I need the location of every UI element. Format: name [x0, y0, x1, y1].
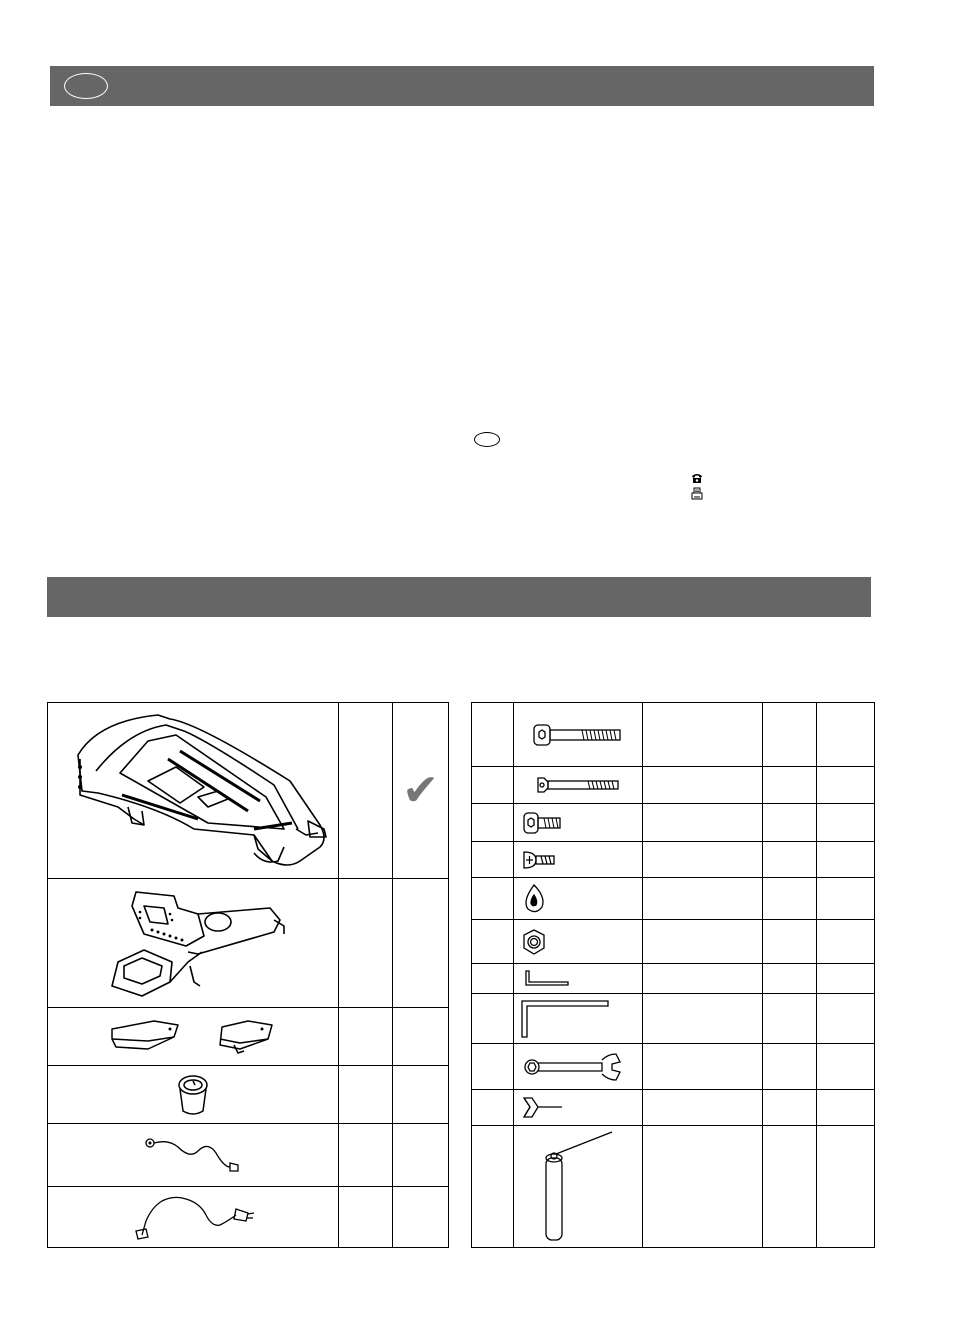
- treadmill-base-illustration: [58, 711, 328, 871]
- table-row: [472, 804, 875, 842]
- table-row: [48, 1008, 449, 1066]
- part-image-cell: [514, 703, 643, 767]
- telephone-icon: [690, 471, 704, 485]
- table-row: [472, 878, 875, 920]
- part-number-cell: [472, 804, 514, 842]
- part-check-cell: [817, 1126, 875, 1248]
- table-row: [472, 1090, 875, 1126]
- part-image-cell: [48, 1066, 339, 1124]
- part-description-cell: [643, 1090, 763, 1126]
- phillips-screw-illustration: [516, 849, 640, 871]
- part-description-cell: [643, 1044, 763, 1090]
- table-row: [472, 1044, 875, 1090]
- part-image-cell: [48, 1008, 339, 1066]
- long-hex-bolt-illustration: [532, 723, 624, 747]
- part-check-cell: [817, 994, 875, 1044]
- table-row: [472, 1126, 875, 1248]
- part-check-cell: [393, 879, 449, 1008]
- part-number-cell: [472, 842, 514, 878]
- part-check-cell: [817, 842, 875, 878]
- part-qty-cell: [763, 767, 817, 804]
- language-oval-small-icon: [474, 432, 500, 447]
- part-image-cell: [514, 964, 643, 994]
- part-check-cell: [817, 964, 875, 994]
- power-cord-illustration: [128, 1191, 258, 1243]
- table-row: [472, 767, 875, 804]
- part-qty-cell: [763, 920, 817, 964]
- safety-key-cup-illustration: [173, 1073, 213, 1117]
- part-number-cell: [472, 1044, 514, 1090]
- part-image-cell: [514, 842, 643, 878]
- table-row: [472, 964, 875, 994]
- table-row: [48, 703, 449, 879]
- part-image-cell: [514, 920, 643, 964]
- table-row: [48, 1066, 449, 1124]
- part-qty-cell: [339, 1008, 393, 1066]
- console-armrest-illustration: [98, 886, 288, 1001]
- part-check-cell: [393, 1008, 449, 1066]
- part-check-cell: [817, 920, 875, 964]
- part-qty-cell: [763, 842, 817, 878]
- part-image-cell: [48, 1187, 339, 1248]
- part-description-cell: [643, 1126, 763, 1248]
- header-band: [50, 66, 874, 106]
- part-qty-cell: [339, 1124, 393, 1187]
- part-qty-cell: [763, 1090, 817, 1126]
- part-qty-cell: [763, 878, 817, 920]
- part-number-cell: [472, 964, 514, 994]
- part-image-cell: [514, 1044, 643, 1090]
- part-description-cell: [643, 878, 763, 920]
- part-check-cell: [393, 703, 449, 879]
- part-check-cell: [393, 1066, 449, 1124]
- section-band: [47, 577, 871, 617]
- part-image-cell: [48, 703, 339, 879]
- part-qty-cell: [339, 1066, 393, 1124]
- part-check-cell: [817, 804, 875, 842]
- part-image-cell: [514, 878, 643, 920]
- part-image-cell: [514, 1126, 643, 1248]
- part-number-cell: [472, 767, 514, 804]
- combination-wrench-illustration: [516, 1050, 640, 1084]
- part-check-cell: [817, 767, 875, 804]
- part-qty-cell: [763, 804, 817, 842]
- part-qty-cell: [763, 1044, 817, 1090]
- part-qty-cell: [339, 1187, 393, 1248]
- part-description-cell: [643, 920, 763, 964]
- part-qty-cell: [339, 879, 393, 1008]
- part-number-cell: [472, 878, 514, 920]
- part-description-cell: [643, 804, 763, 842]
- table-row: [472, 920, 875, 964]
- table-row: [472, 703, 875, 767]
- part-check-cell: [817, 703, 875, 767]
- part-number-cell: [472, 994, 514, 1044]
- part-description-cell: [643, 994, 763, 1044]
- part-description-cell: [643, 767, 763, 804]
- part-check-cell: [393, 1187, 449, 1248]
- part-image-cell: [514, 1090, 643, 1126]
- part-image-cell: [514, 994, 643, 1044]
- part-image-cell: [514, 804, 643, 842]
- part-description-cell: [643, 964, 763, 994]
- part-description-cell: [643, 703, 763, 767]
- part-number-cell: [472, 703, 514, 767]
- table-row: [472, 994, 875, 1044]
- part-image-cell: [514, 767, 643, 804]
- part-number-cell: [472, 1090, 514, 1126]
- hardware-table: [471, 702, 875, 1248]
- part-check-cell: [393, 1124, 449, 1187]
- part-qty-cell: [339, 703, 393, 879]
- small-allen-key-illustration: [516, 969, 640, 989]
- curved-washer-illustration: [516, 883, 640, 915]
- part-number-cell: [472, 1126, 514, 1248]
- safety-clip-cord-illustration: [138, 1133, 248, 1177]
- checkmark-icon: ✔: [402, 764, 439, 816]
- part-qty-cell: [763, 703, 817, 767]
- part-check-cell: [817, 1044, 875, 1090]
- countersunk-bolt-illustration: [536, 776, 620, 794]
- part-description-cell: [643, 842, 763, 878]
- part-image-cell: [48, 1124, 339, 1187]
- main-parts-table: [47, 702, 449, 1248]
- part-number-cell: [472, 920, 514, 964]
- part-qty-cell: [763, 994, 817, 1044]
- lubricant-tube-illustration: [516, 1130, 640, 1244]
- part-qty-cell: [763, 1126, 817, 1248]
- short-hex-bolt-illustration: [516, 811, 640, 835]
- part-image-cell: [48, 879, 339, 1008]
- large-allen-key-illustration: [516, 997, 640, 1041]
- part-check-cell: [817, 1090, 875, 1126]
- part-check-cell: [817, 878, 875, 920]
- table-row: [472, 842, 875, 878]
- t-handle-tool-illustration: [516, 1095, 640, 1121]
- table-row: [48, 1187, 449, 1248]
- table-row: [48, 879, 449, 1008]
- table-row: [48, 1124, 449, 1187]
- part-qty-cell: [763, 964, 817, 994]
- fax-icon: [690, 487, 704, 501]
- side-covers-illustration: [108, 1017, 278, 1057]
- hex-nut-illustration: [516, 926, 640, 958]
- language-oval-icon: [64, 73, 108, 99]
